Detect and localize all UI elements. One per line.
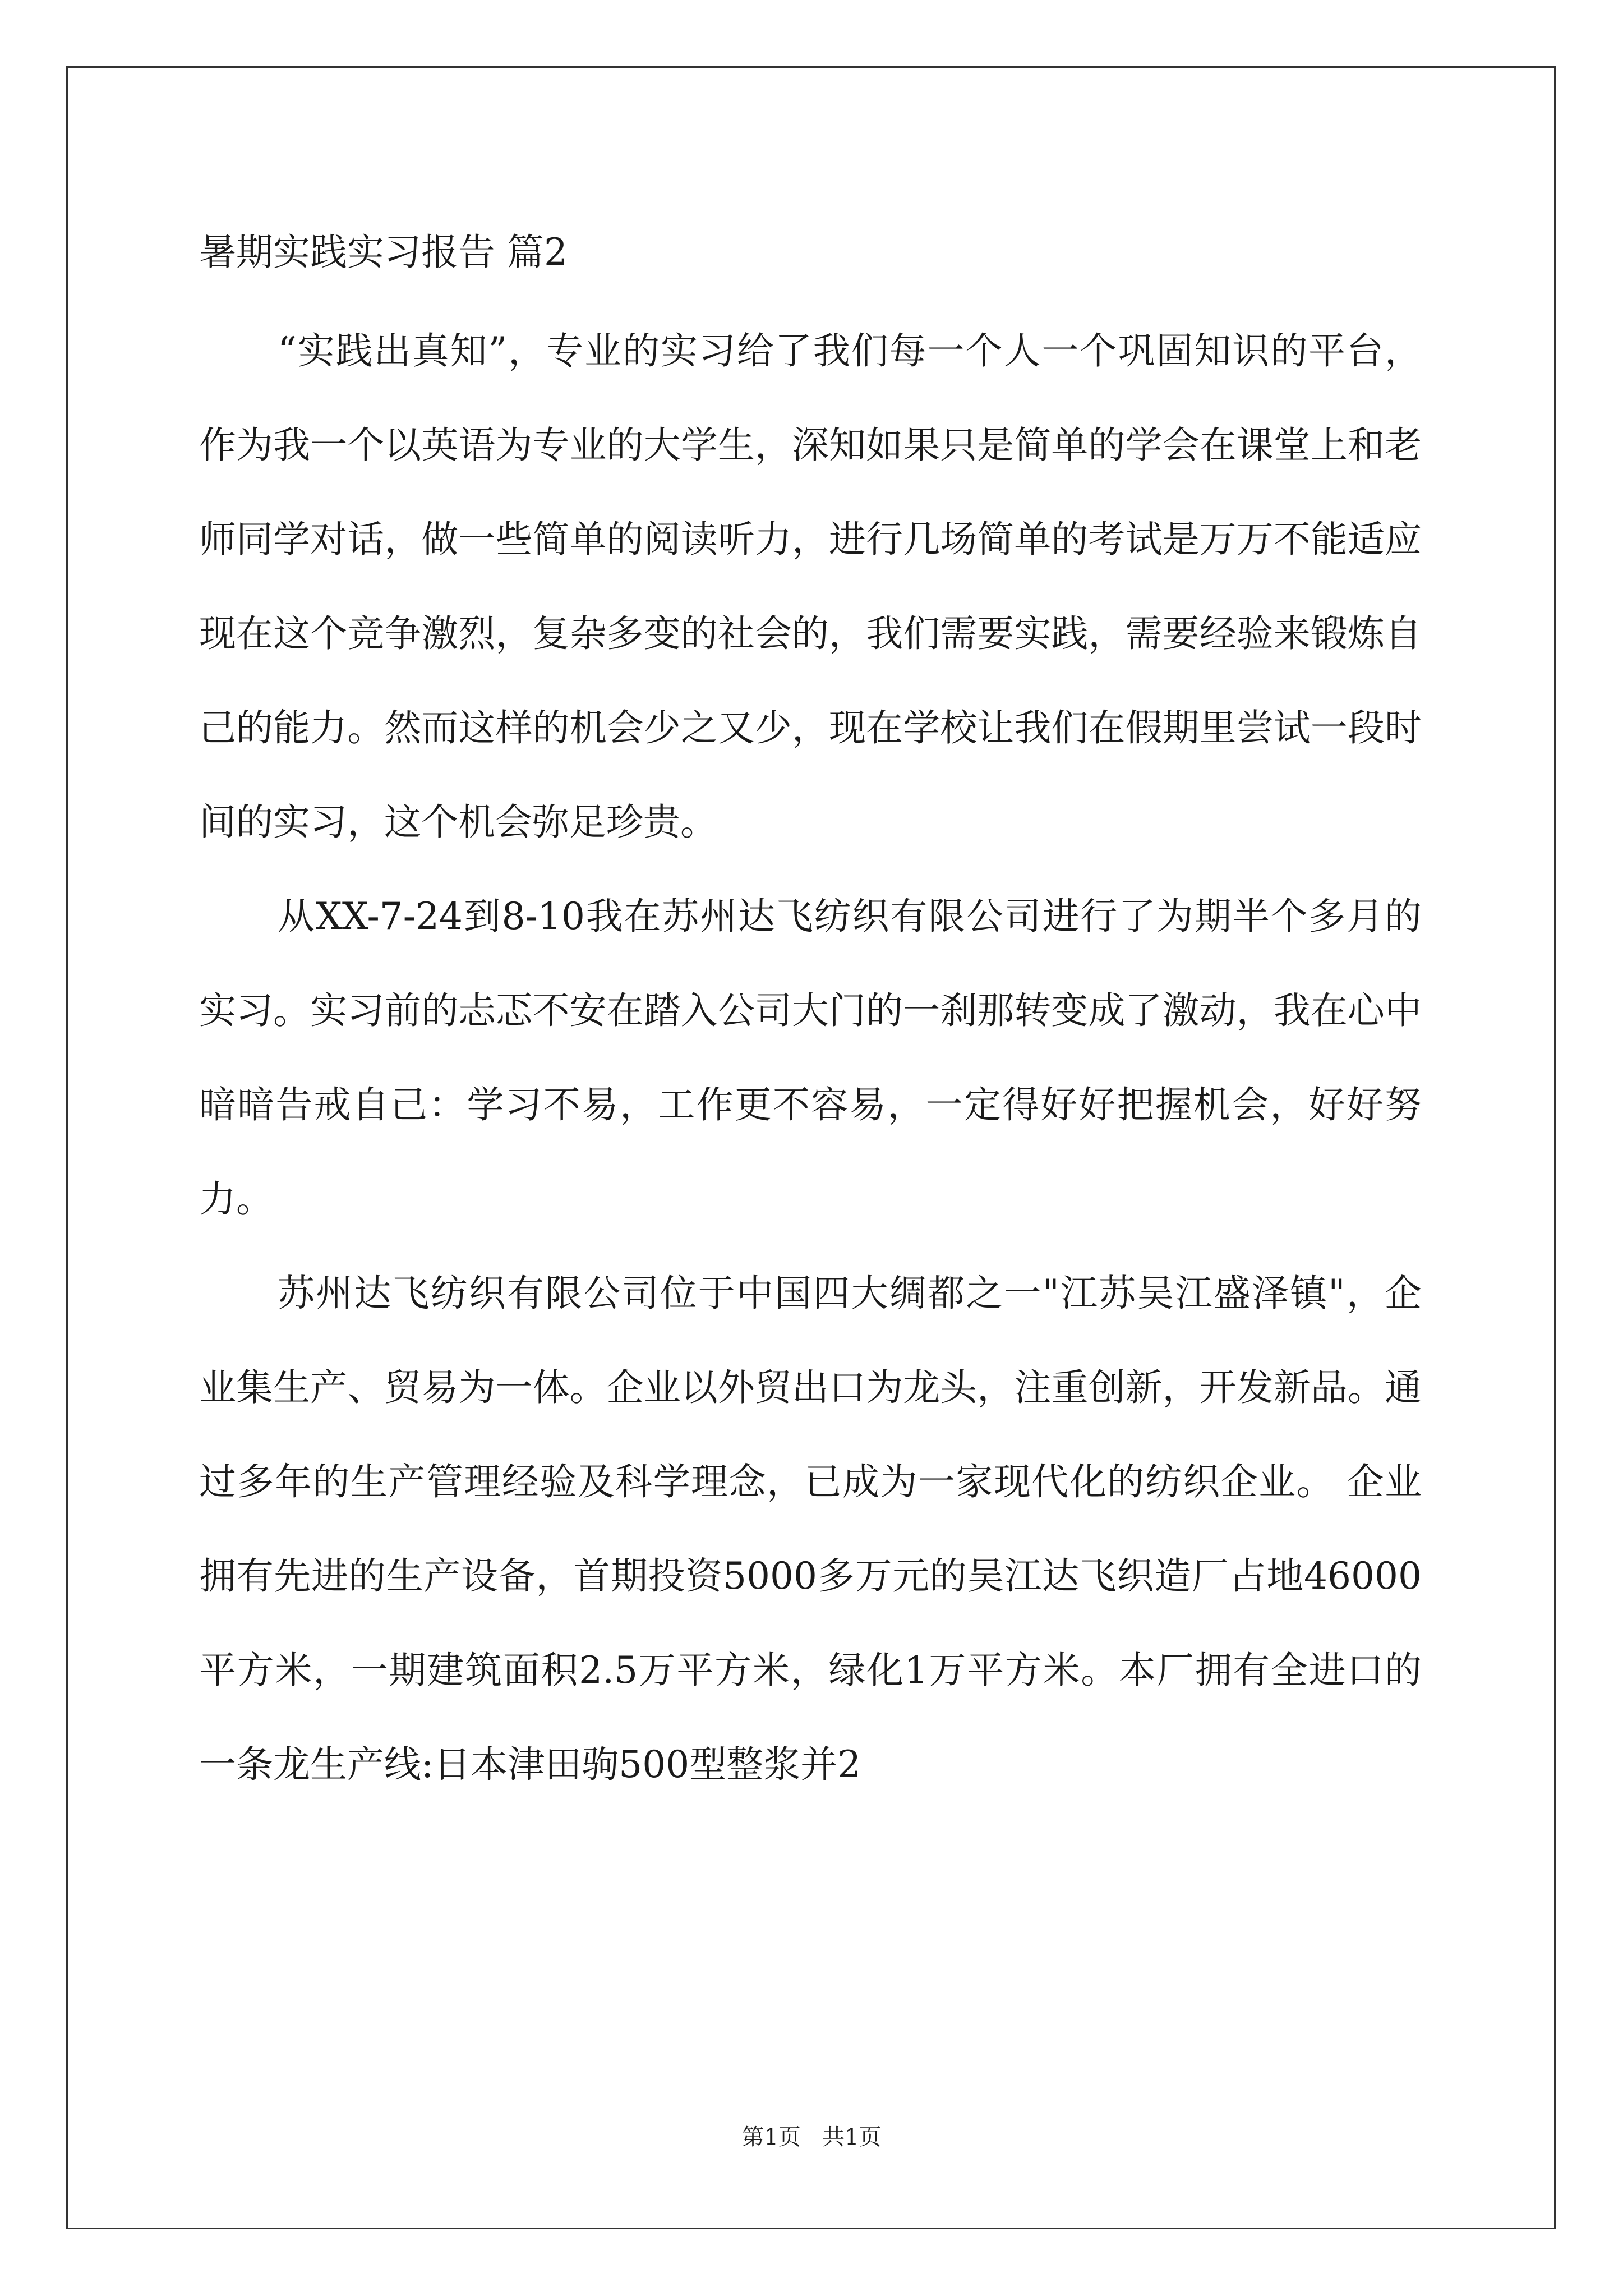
paragraph-internship-period: 从XX-7-24到8-10我在苏州达飞纺织有限公司进行了为期半个多月的实习。实习前的忐忑不安在踏入公司大门的一刹那转变成了激动，我在心中暗暗告戒自己：学习不易，工作更不容易，一定得好好把握机会，好好努力。 bbox=[199, 895, 1422, 1221]
paragraph-company-profile: 苏州达飞纺织有限公司位于中国四大绸都之一"江苏吴江盛泽镇"，企业集生产、贸易为一体。企业以外贸出口为龙头，注重创新，开发新品。通过多年的生产管理经验及科学理念，已成为一家现代化的纺织企业。 企业拥有先进的生产设备，首期投资5000多万元的吴江达飞织造厂占地46000平方米，一期建筑面积2.5万平方米，绿化1万平方米。本厂拥有全进口的一条龙生产线:日本津田驹500型整浆并2 bbox=[199, 1272, 1422, 1786]
document-title: 暑期实践实习报告 篇2 bbox=[199, 231, 568, 274]
paragraph-intro: “实践出真知”，专业的实习给了我们每一个人一个巩固知识的平台，作为我一个以英语为专业的大学生，深知如果只是简单的学会在课堂上和老师同学对话，做一些简单的阅读听力，进行几场简单的考试是万万不能适应现在这个竞争激烈，复杂多变的社会的，我们需要实践，需要经验来锻炼自己的能力。然而这样的机会少之又少，现在学校让我们在假期里尝试一段时间的实习，这个机会弥足珍贵。 bbox=[199, 329, 1422, 844]
document-body bbox=[199, 213, 1422, 1812]
page-footer: 第1页 共1页 bbox=[741, 2124, 882, 2150]
